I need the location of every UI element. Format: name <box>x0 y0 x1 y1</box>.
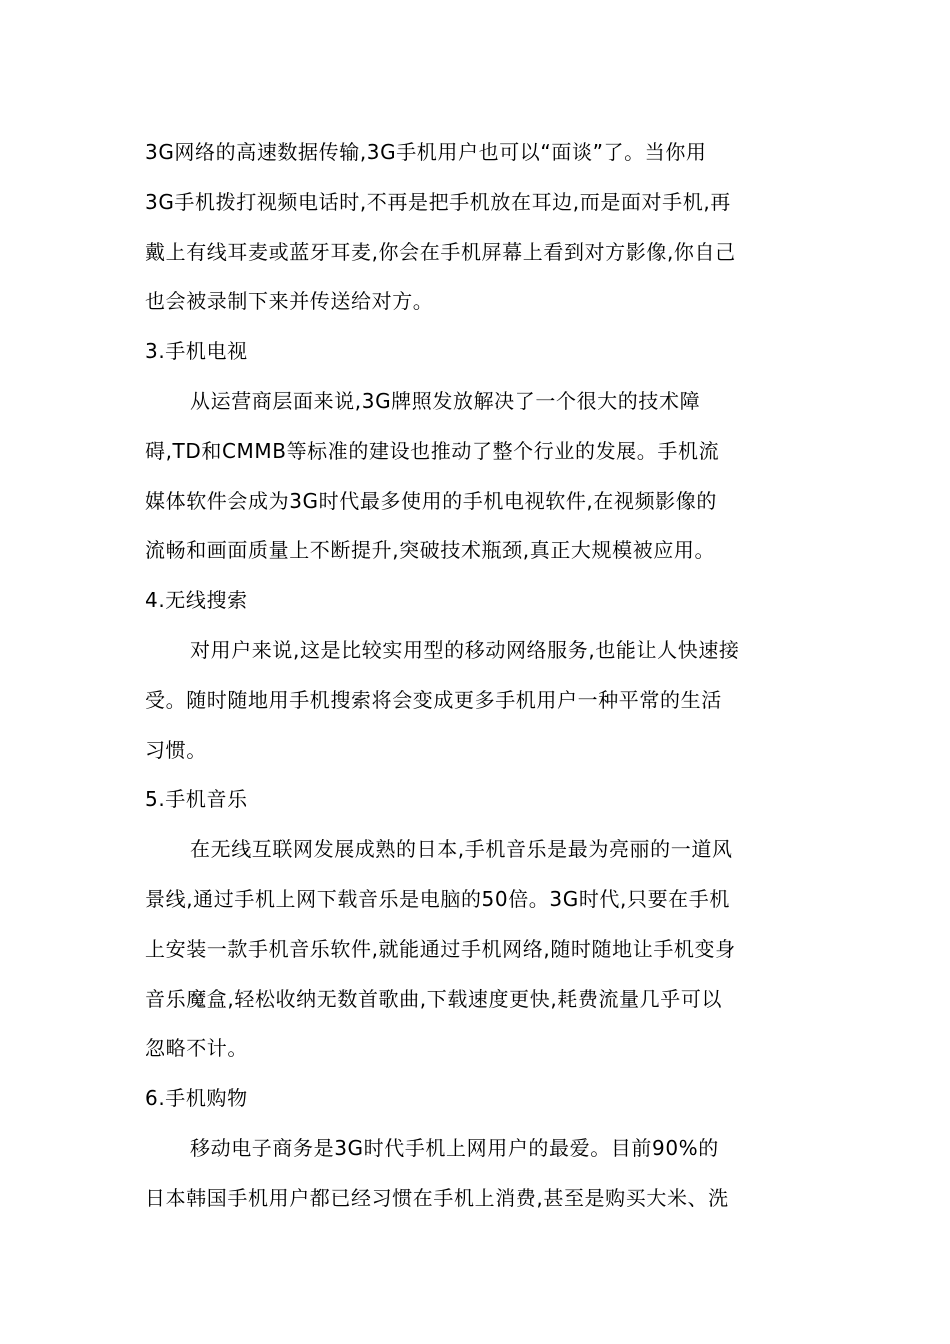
paragraph-line: 碍,TD和CMMB等标准的建设也推动了整个行业的发展。手机流 <box>145 438 720 463</box>
paragraph-line: 对用户来说,这是比较实用型的移动网络服务,也能让人快速接 <box>190 637 740 662</box>
paragraph-line: 受。随时随地用手机搜索将会变成更多手机用户一种平常的生活 <box>145 687 722 712</box>
paragraph-line: 也会被录制下来并传送给对方。 <box>145 289 434 314</box>
paragraph-line: 上安装一款手机音乐软件,就能通过手机网络,随时随地让手机变身 <box>145 936 736 961</box>
section-heading-mobile-music: 5.手机音乐 <box>145 787 248 812</box>
document-body <box>145 128 810 1224</box>
paragraph-line: 媒体软件会成为3G时代最多使用的手机电视软件,在视频影像的 <box>145 488 717 513</box>
paragraph-line: 音乐魔盒,轻松收纳无数首歌曲,下载速度更快,耗费流量几乎可以 <box>145 986 723 1011</box>
section-heading-wireless-search: 4.无线搜索 <box>145 588 248 613</box>
paragraph-line: 戴上有线耳麦或蓝牙耳麦,你会在手机屏幕上看到对方影像,你自己 <box>145 239 736 264</box>
paragraph-line: 忽略不计。 <box>145 1036 248 1061</box>
paragraph-line: 移动电子商务是3G时代手机上网用户的最爱。目前90%的 <box>190 1135 719 1160</box>
section-heading-mobile-tv: 3.手机电视 <box>145 339 248 364</box>
paragraph-line: 3G手机拨打视频电话时,不再是把手机放在耳边,而是面对手机,再 <box>145 189 731 214</box>
paragraph-line: 景线,通过手机上网下载音乐是电脑的50倍。3G时代,只要在手机 <box>145 886 730 911</box>
section-heading-mobile-shopping: 6.手机购物 <box>145 1086 248 1111</box>
paragraph-line: 流畅和画面质量上不断提升,突破技术瓶颈,真正大规模被应用。 <box>145 538 716 563</box>
paragraph-line: 日本韩国手机用户都已经习惯在手机上消费,甚至是购买大米、洗 <box>145 1185 729 1210</box>
paragraph-line: 习惯。 <box>145 737 207 762</box>
paragraph-line: 3G网络的高速数据传输,3G手机用户也可以“面谈”了。当你用 <box>145 140 707 164</box>
paragraph-line: 从运营商层面来说,3G牌照发放解决了一个很大的技术障 <box>190 388 701 413</box>
paragraph-line: 在无线互联网发展成熟的日本,手机音乐是最为亮丽的一道风 <box>190 837 733 862</box>
